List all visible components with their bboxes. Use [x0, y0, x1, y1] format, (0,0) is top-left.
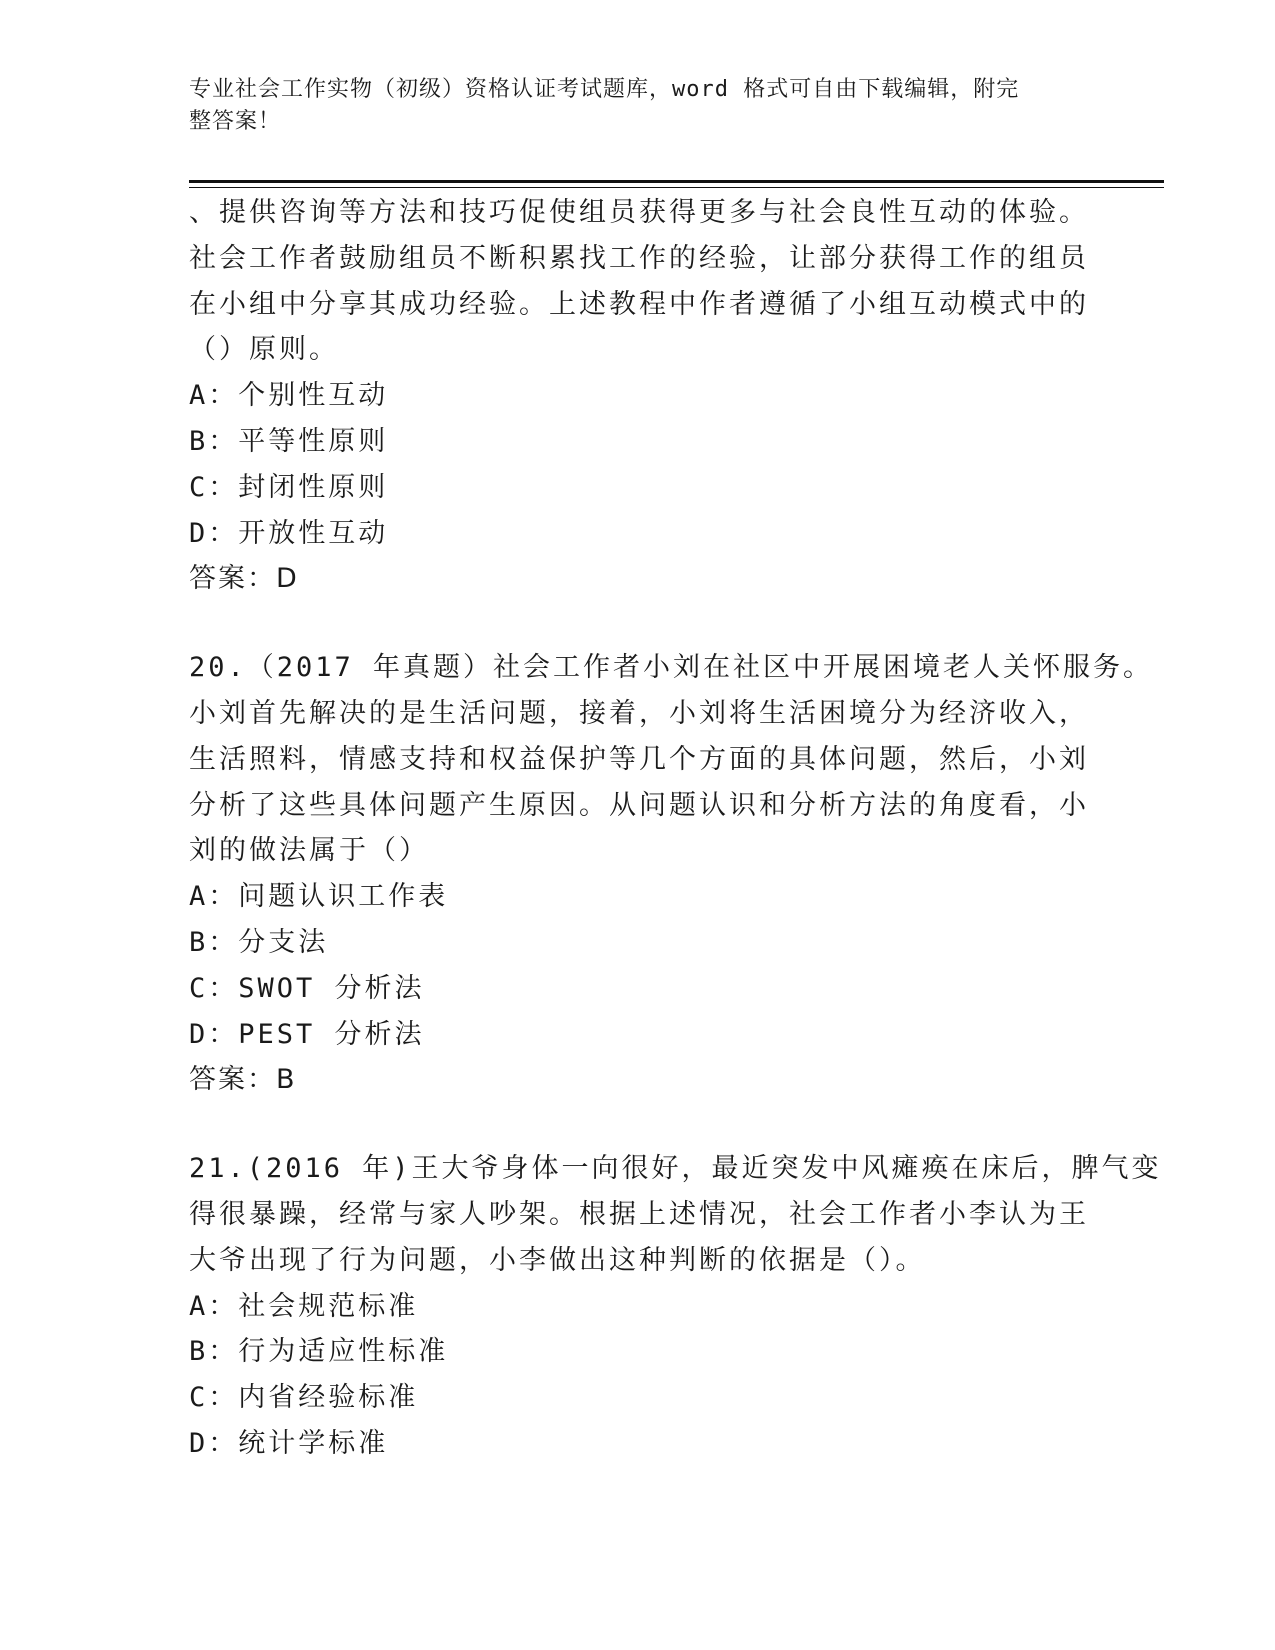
- answer-label: 答案：D: [189, 563, 299, 595]
- question-text-line: 大爷出现了行为问题，小李做出这种判断的依据是（）。: [189, 1244, 926, 1276]
- question-text-line: 刘的做法属于（）: [189, 835, 429, 867]
- question-21: [189, 1146, 1162, 1467]
- option-c: C：内省经验标准: [189, 1382, 419, 1414]
- option-b: B：平等性原则: [189, 425, 389, 457]
- option-b: B：分支法: [189, 926, 329, 958]
- question-text-line: 20.（2017 年真题）社会工作者小刘在社区中开展困境老人关怀服务。: [189, 652, 1154, 684]
- option-b: B：行为适应性标准: [189, 1336, 449, 1368]
- question-text-line: 在小组中分享其成功经验。上述教程中作者遵循了小组互动模式中的: [189, 288, 1089, 320]
- option-d: D：PEST 分析法: [189, 1018, 425, 1050]
- question-text-line: 21.(2016 年)王大爷身体一向很好，最近突发中风瘫痪在床后，脾气变: [189, 1153, 1162, 1185]
- question-spacer: [189, 602, 1069, 645]
- option-a: A：个别性互动: [189, 380, 389, 412]
- option-d: D：开放性互动: [189, 517, 389, 549]
- question-text-line: 社会工作者鼓励组员不断积累找工作的经验，让部分获得工作的组员: [189, 242, 1089, 274]
- option-d: D：统计学标准: [189, 1427, 389, 1459]
- question-text-line: 小刘首先解决的是生活问题，接着，小刘将生活困境分为经济收入，: [189, 697, 1089, 729]
- header-rule-thick: [189, 180, 1164, 183]
- option-c: C：SWOT 分析法: [189, 972, 425, 1004]
- question-text-line: （）原则。: [189, 334, 339, 366]
- option-c: C：封闭性原则: [189, 471, 389, 503]
- option-a: A：问题认识工作表: [189, 881, 449, 913]
- header-rule-thin: [189, 187, 1164, 188]
- answer-label: 答案：B: [189, 1064, 297, 1096]
- question-20: [189, 645, 1154, 1103]
- question-19-continued: [189, 190, 1089, 602]
- header-line-2: 整答案！: [189, 109, 282, 134]
- question-text-line: 、提供咨询等方法和技巧促使组员获得更多与社会良性互动的体验。: [189, 197, 1089, 228]
- question-spacer: [189, 1103, 1069, 1146]
- page-header: [189, 74, 1069, 138]
- document-body: [189, 190, 1162, 1467]
- question-text-line: 得很暴躁，经常与家人吵架。根据上述情况，社会工作者小李认为王: [189, 1198, 1089, 1230]
- option-a: A：社会规范标准: [189, 1290, 419, 1322]
- question-text-line: 生活照料，情感支持和权益保护等几个方面的具体问题，然后，小刘: [189, 743, 1089, 775]
- question-text-line: 分析了这些具体问题产生原因。从问题认识和分析方法的角度看，小: [189, 789, 1089, 821]
- header-line-1: 专业社会工作实物（初级）资格认证考试题库，word 格式可自由下载编辑，附完: [189, 77, 1020, 102]
